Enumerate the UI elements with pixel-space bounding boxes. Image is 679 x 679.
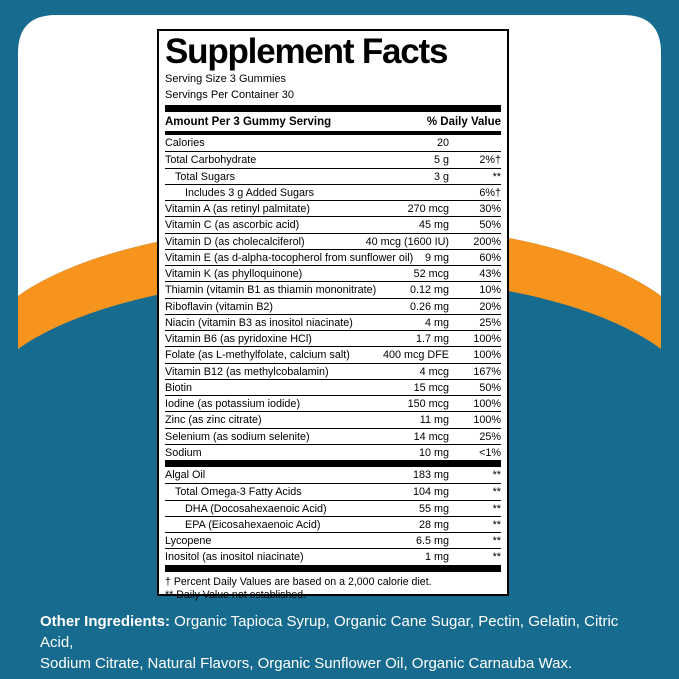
- table-row: [165, 548, 501, 564]
- panel-title: Supplement Facts: [165, 32, 448, 71]
- nutrient-amount: 40 mcg (1600 IU): [365, 235, 449, 248]
- table-header-row: [165, 112, 501, 131]
- table-row: [165, 467, 501, 483]
- nutrient-dv: **: [492, 486, 501, 499]
- table-row: [165, 500, 501, 516]
- nutrient-dv: **: [492, 551, 501, 564]
- nutrient-name: Calories: [165, 137, 205, 149]
- nutrient-name: Vitamin B12 (as methylcobalamin): [165, 365, 329, 378]
- servings-per-container: Servings Per Container 30: [165, 88, 295, 101]
- nutrient-name: Lycopene: [165, 535, 212, 547]
- table-row: [165, 265, 501, 281]
- nutrient-amount: 183 mg: [412, 469, 449, 481]
- nutrient-amount: 14 mcg: [413, 430, 449, 443]
- nutrient-dv: **: [492, 518, 501, 531]
- nutrient-amount: 150 mcg: [407, 398, 449, 410]
- nutrient-dv: **: [492, 535, 501, 547]
- nutrient-name: Iodine (as potassium iodide): [165, 398, 301, 410]
- nutrient-dv: 43%: [479, 268, 501, 280]
- table-row: [165, 411, 501, 427]
- nutrient-name: Vitamin K (as phylloquinone): [165, 268, 303, 280]
- footnotes: [165, 572, 501, 602]
- nutrient-dv: 100%: [473, 398, 501, 410]
- table-row: [165, 363, 501, 379]
- table-row: [165, 249, 501, 265]
- nutrient-amount: 0.26 mg: [409, 300, 449, 313]
- nutrient-amount: 6.5 mg: [415, 535, 449, 547]
- nutrient-dv: 25%: [479, 316, 501, 329]
- nutrient-amount: 15 mcg: [413, 381, 449, 394]
- nutrient-amount: 10 mg: [418, 446, 449, 459]
- table-row: [165, 532, 501, 548]
- nutrient-amount: 104 mg: [412, 486, 449, 499]
- other-ingredients-text: [40, 611, 652, 674]
- nutrient-name: DHA (Docosahexaenoic Acid): [185, 502, 327, 515]
- nutrient-name: Vitamin C (as ascorbic acid): [165, 219, 300, 232]
- supplement-facts-panel: [157, 29, 509, 601]
- footnote-not-established: ** Daily Value not established.: [165, 588, 307, 601]
- table-row: [165, 346, 501, 362]
- nutrient-name: Biotin: [165, 381, 193, 394]
- nutrient-amount: 20: [436, 137, 449, 149]
- nutrient-dv: <1%: [479, 446, 501, 459]
- table-row: [165, 135, 501, 151]
- nutrient-dv: **: [492, 469, 501, 481]
- nutrient-name: Algal Oil: [165, 469, 206, 481]
- table-row: [165, 428, 501, 444]
- nutrient-amount: 0.12 mg: [409, 284, 449, 297]
- table-row: [165, 151, 501, 167]
- table-row: [165, 330, 501, 346]
- nutrient-amount: 52 mcg: [413, 268, 449, 280]
- nutrient-name: Folate (as L-methylfolate, calcium salt): [165, 349, 350, 362]
- nutrient-name: Total Carbohydrate: [165, 154, 257, 167]
- nutrient-dv: **: [492, 170, 501, 183]
- nutrient-amount: 3 g: [433, 170, 449, 183]
- nutrient-name: Thiamin (vitamin B1 as thiamin mononitrate): [165, 284, 377, 297]
- nutrient-dv: 30%: [479, 203, 501, 215]
- table-row: [165, 168, 501, 184]
- nutrient-amount: 4 mcg: [419, 365, 449, 378]
- nutrient-name: Sodium: [165, 446, 202, 459]
- table-row: [165, 444, 501, 460]
- nutrient-name: Vitamin E (as d-alpha-tocopherol from sunflower oil): [165, 251, 414, 264]
- serving-size: Serving Size 3 Gummies: [165, 73, 287, 85]
- table-row: [165, 379, 501, 395]
- nutrient-name: Vitamin D (as cholecalciferol): [165, 235, 305, 248]
- nutrient-name: Zinc (as zinc citrate): [165, 414, 262, 427]
- nutrient-name: Vitamin A (as retinyl palmitate): [165, 203, 311, 215]
- nutrient-name: Selenium (as sodium selenite): [165, 430, 310, 443]
- nutrient-amount: 5 g: [433, 154, 449, 167]
- nutrient-dv: 200%: [473, 235, 501, 248]
- nutrient-name: Total Sugars: [175, 170, 236, 183]
- nutrient-dv: 50%: [479, 219, 501, 232]
- nutrient-name: Includes 3 g Added Sugars: [185, 186, 315, 199]
- table-row: [165, 298, 501, 314]
- nutrient-dv: 100%: [473, 349, 501, 362]
- table-row: [165, 233, 501, 249]
- nutrient-amount: 1.7 mg: [415, 333, 449, 345]
- table-row: [165, 184, 501, 200]
- nutrient-name: Riboflavin (vitamin B2): [165, 300, 274, 313]
- nutrient-name: EPA (Eicosahexaenoic Acid): [185, 518, 321, 531]
- table-row: [165, 314, 501, 330]
- other-ingredients-line1: [40, 611, 652, 653]
- section-divider-bar: [165, 105, 501, 112]
- nutrient-amount: 28 mg: [418, 518, 449, 531]
- nutrient-amount: 4 mg: [424, 316, 449, 329]
- nutrient-amount: 400 mcg DFE: [382, 349, 449, 362]
- nutrient-dv: 20%: [479, 300, 501, 313]
- nutrient-amount: 1 mg: [424, 551, 449, 564]
- other-ingredients-line1-rest: Organic Tapioca Syrup, Organic Cane Sugar, Pectin, Gelatin, Citric Acid,: [40, 613, 619, 651]
- nutrient-amount: 9 mg: [424, 251, 449, 264]
- table-row: [165, 216, 501, 232]
- nutrient-dv: **: [492, 502, 501, 515]
- nutrient-dv: 100%: [473, 414, 501, 427]
- footnote-daily-values: † Percent Daily Values are based on a 2,000 calorie diet.: [165, 575, 432, 588]
- table-row: [165, 483, 501, 499]
- nutrient-dv: 10%: [479, 284, 501, 297]
- other-ingredients-label: Other Ingredients:: [40, 613, 171, 630]
- nutrient-dv: 50%: [479, 381, 501, 394]
- nutrient-name: Inositol (as inositol niacinate): [165, 551, 304, 564]
- nutrient-amount: 11 mg: [419, 414, 449, 427]
- nutrient-dv: 6%†: [479, 186, 501, 199]
- nutrient-amount: 45 mg: [418, 219, 449, 232]
- nutrient-amount: 55 mg: [418, 502, 449, 515]
- nutrient-name: Niacin (vitamin B3 as inositol niacinate): [165, 316, 353, 329]
- nutrient-dv: 25%: [479, 430, 501, 443]
- nutrient-table: [165, 135, 501, 565]
- amount-per-serving-header: Amount Per 3 Gummy Serving: [165, 116, 332, 128]
- table-row: [165, 200, 501, 216]
- table-row: [165, 395, 501, 411]
- table-row: [165, 516, 501, 532]
- nutrient-dv: 167%: [473, 365, 501, 378]
- section-divider-bar: [165, 565, 501, 572]
- nutrient-dv: 100%: [473, 333, 501, 345]
- nutrient-amount: 270 mcg: [407, 203, 449, 215]
- section-divider-bar: [165, 460, 501, 467]
- nutrient-dv: 60%: [479, 251, 501, 264]
- table-row: [165, 281, 501, 297]
- nutrient-name: Total Omega-3 Fatty Acids: [175, 486, 302, 499]
- daily-value-header: % Daily Value: [426, 116, 501, 128]
- nutrient-dv: 2%†: [479, 154, 501, 167]
- nutrient-name: Vitamin B6 (as pyridoxine HCl): [165, 333, 312, 345]
- other-ingredients-line2: Sodium Citrate, Natural Flavors, Organic Sunflower Oil, Organic Carnauba Wax.: [40, 655, 573, 672]
